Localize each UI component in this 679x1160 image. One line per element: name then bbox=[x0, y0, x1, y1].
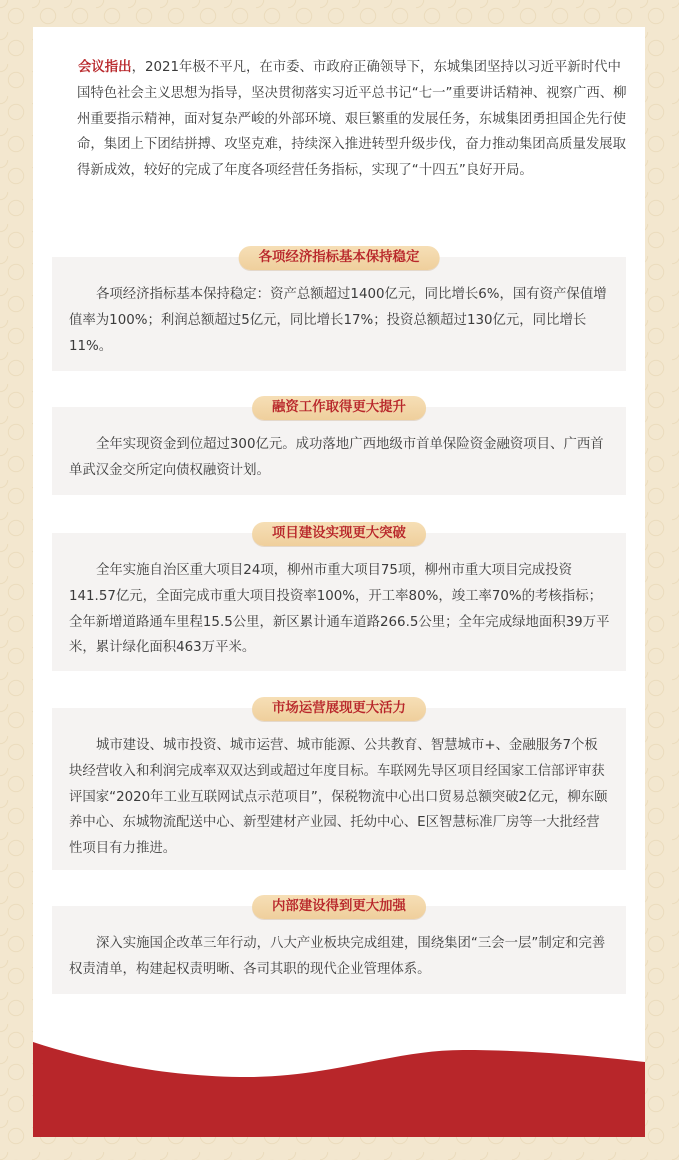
section-title: 市场运营展现更大活力 bbox=[252, 697, 426, 721]
intro-paragraph bbox=[77, 55, 629, 184]
section-market-operation bbox=[52, 701, 626, 870]
section-text: 全年实现资金到位超过300亿元。成功落地广西地级市首单保险资金融资项目、广西首单武汉金交所定向债权融资计划。 bbox=[69, 437, 604, 478]
section-title: 融资工作取得更大提升 bbox=[252, 396, 426, 420]
article-card bbox=[33, 27, 645, 1137]
section-text: 全年实施自治区重大项目24项，柳州市重大项目75项，柳州市重大项目完成投资141.57亿元，全面完成市重大项目投资率100%，开工率80%，竣工率70%的考核指标；全年新增道路通车里程15.5公里，新区累计通车道路266.5公里；全年完成绿地面积39万平米，累计绿化面积463万平米。 bbox=[69, 563, 610, 656]
section-title: 项目建设实现更大突破 bbox=[252, 522, 426, 546]
section-internal-construction bbox=[52, 899, 626, 994]
intro-lead: 会议指出 bbox=[78, 60, 132, 75]
intro-text: ，2021年极不平凡，在市委、市政府正确领导下，东城集团坚持以习近平新时代中国特色社会主义思想为指导，坚决贯彻落实习近平总书记“七一”重要讲话精神、视察广西、柳州重要指示精神，面对复杂严峻的外部环境、艰巨繁重的发展任务，东城集团勇担国企先行使命，集团上下团结拼搏、攻坚克难，持续深入推进转型升级步伐，奋力推动集团高质量发展取得新成效，较好的完成了年度各项经营任务指标，实现了“十四五”良好开局。 bbox=[77, 60, 627, 179]
section-title: 各项经济指标基本保持稳定 bbox=[239, 246, 440, 270]
section-text: 各项经济指标基本保持稳定：资产总额超过1400亿元，同比增长6%，国有资产保值增值率为100%；利润总额超过5亿元，同比增长17%；投资总额超过130亿元，同比增长11%。 bbox=[69, 287, 607, 354]
decorative-red-wave bbox=[33, 1042, 645, 1137]
section-text: 城市建设、城市投资、城市运营、城市能源、公共教育、智慧城市+、金融服务7个板块经营收入和利润完成率双双达到或超过年度目标。车联网先导区项目经国家工信部评审获评国家“2020年工业互联网试点示范项目”，保税物流中心出口贸易总额突破2亿元，柳东颐养中心、东城物流配送中心、新型建材产业园、托幼中心、E区智慧标准厂房等一大批经营性项目有力推进。 bbox=[69, 738, 608, 857]
section-financing bbox=[52, 400, 626, 495]
section-economic-indicators bbox=[52, 250, 626, 371]
section-title: 内部建设得到更大加强 bbox=[252, 895, 426, 919]
section-project-construction bbox=[52, 526, 626, 671]
section-text: 深入实施国企改革三年行动，八大产业板块完成组建，围绕集团“三会一层”制定和完善权责清单，构建起权责明晰、各司其职的现代企业管理体系。 bbox=[69, 936, 606, 977]
